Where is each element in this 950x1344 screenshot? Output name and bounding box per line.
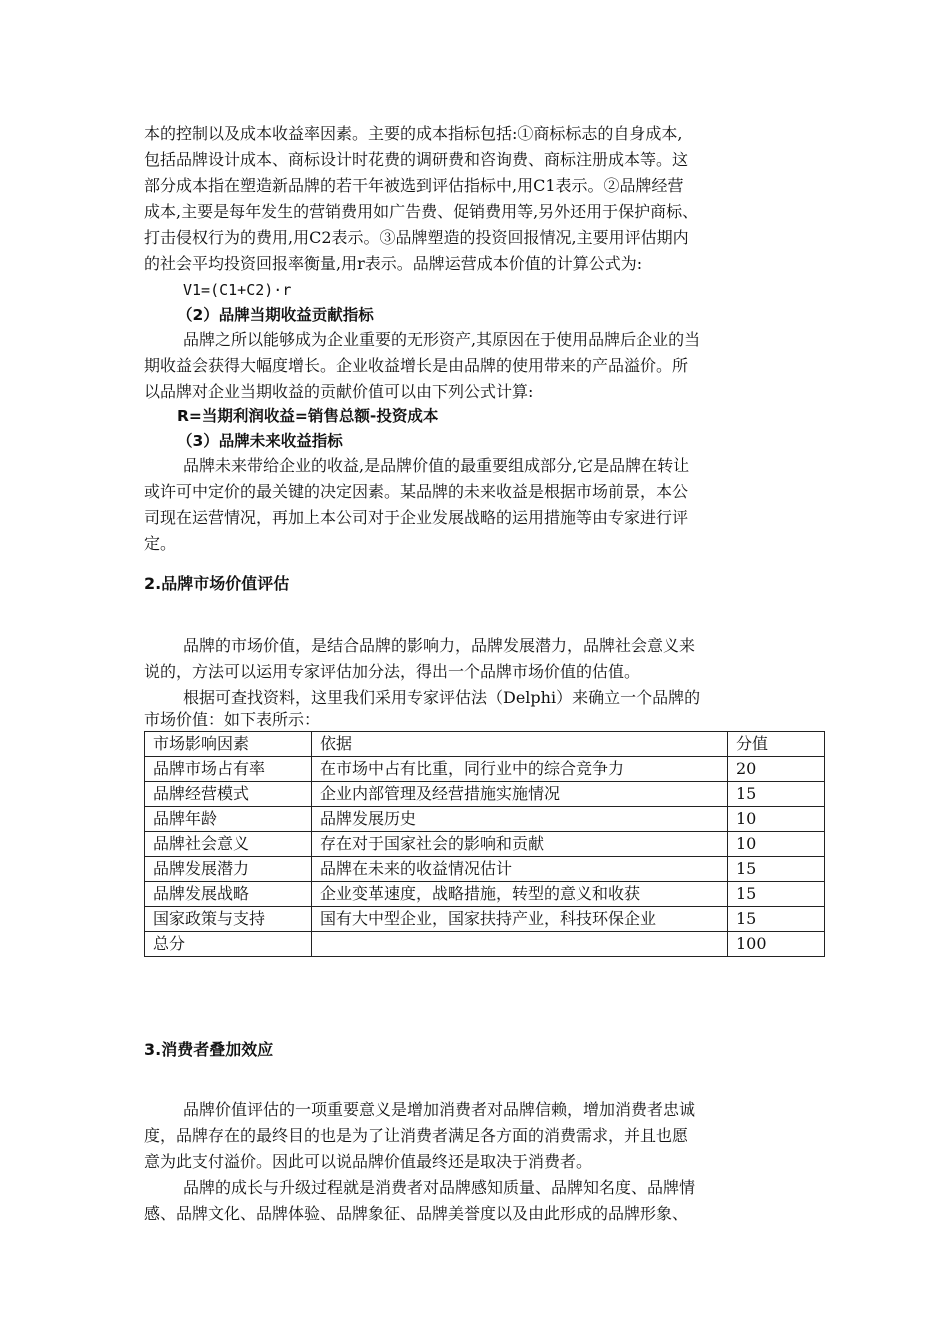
table-cell: 企业变革速度，战略措施，转型的意义和收获 [312,882,728,907]
table-cell: 品牌市场占有率 [145,757,312,782]
table-row [145,832,825,857]
text-line: 打击侵权行为的费用,用C2表示。③品牌塑造的投资回报情况,主要用评估期内 [144,228,689,247]
subheading-future-income: （3）品牌未来收益指标 [177,432,343,450]
text-line: 成本,主要是每年发生的营销费用如广告费、促销费用等,另外还用于保护商标、 [144,202,699,221]
table-row [145,857,825,882]
text-line: 期收益会获得大幅度增长。企业收益增长是由品牌的使用带来的产品溢价。所 [144,356,689,375]
text-line: 包括品牌设计成本、商标设计时花费的调研费和咨询费、商标注册成本等。这 [144,150,689,169]
text-line: 感、品牌文化、品牌体验、品牌象征、品牌美誉度以及由此形成的品牌形象、 [144,1204,689,1223]
text-line: 市场价值：如下表所示： [144,710,321,729]
table-cell: 品牌发展战略 [145,882,312,907]
text-line: 定。 [144,534,177,553]
table-cell: 15 [728,857,825,882]
table-cell: 国有大中型企业，国家扶持产业，科技环保企业 [312,907,728,932]
formula-v1: V1=(C1+C2)·r [183,281,292,299]
text-line: 的社会平均投资回报率衡量,用r表示。品牌运营成本价值的计算公式为: [144,254,643,273]
table-cell: 总分 [145,932,312,957]
text-line: 司现在运营情况，再加上本公司对于企业发展战略的运用措施等由专家进行评 [144,508,689,527]
text-line: 意为此支付溢价。因此可以说品牌价值最终还是取决于消费者。 [144,1152,593,1171]
table-cell: 品牌社会意义 [145,832,312,857]
table-header-row [145,732,825,757]
table-cell: 15 [728,782,825,807]
table-row [145,807,825,832]
table-header-cell: 分值 [728,732,825,757]
text-line: 或许可中定价的最关键的决定因素。某品牌的未来收益是根据市场前景，本公 [144,482,689,501]
table-cell: 在市场中占有比重，同行业中的综合竞争力 [312,757,728,782]
table-cell: 国家政策与支持 [145,907,312,932]
table-cell: 品牌年龄 [145,807,312,832]
table-header-cell: 市场影响因素 [145,732,312,757]
table-cell: 10 [728,807,825,832]
table-row [145,757,825,782]
text-line: 以品牌对企业当期收益的贡献价值可以由下列公式计算: [144,382,534,401]
text-line: 部分成本指在塑造新品牌的若干年被选到评估指标中,用C1表示。②品牌经营 [144,176,684,195]
table-cell: 企业内部管理及经营措施实施情况 [312,782,728,807]
table-cell: 10 [728,832,825,857]
section-heading-market-value: 2.品牌市场价值评估 [144,574,290,593]
text-line: 品牌未来带给企业的收益,是品牌价值的最重要组成部分,它是品牌在转让 [183,456,690,475]
table-cell: 100 [728,932,825,957]
table-cell: 品牌发展历史 [312,807,728,832]
text-line: 品牌之所以能够成为企业重要的无形资产,其原因在于使用品牌后企业的当 [183,330,701,349]
subheading-current-income: （2）品牌当期收益贡献指标 [177,306,374,324]
market-value-table [144,731,825,957]
table-cell [312,932,728,957]
text-line: 根据可查找资料，这里我们采用专家评估法（Delphi）来确立一个品牌的 [183,688,701,707]
table-cell: 品牌在未来的收益情况估计 [312,857,728,882]
table-header-cell: 依据 [312,732,728,757]
table-cell: 15 [728,907,825,932]
table-row-total [145,932,825,957]
text-line: 说的，方法可以运用专家评估加分法，得出一个品牌市场价值的估值。 [144,662,641,681]
table-cell: 存在对于国家社会的影响和贡献 [312,832,728,857]
section-heading-consumer-effect: 3.消费者叠加效应 [144,1040,274,1059]
text-line: 品牌价值评估的一项重要意义是增加消费者对品牌信赖，增加消费者忠诚 [183,1100,696,1119]
table-cell: 15 [728,882,825,907]
table-row [145,907,825,932]
table-row [145,882,825,907]
table-cell: 品牌经营模式 [145,782,312,807]
text-line: 品牌的市场价值，是结合品牌的影响力，品牌发展潜力，品牌社会意义来 [183,636,696,655]
table-cell: 20 [728,757,825,782]
formula-r: R=当期利润收益=销售总额-投资成本 [177,407,439,425]
text-line: 本的控制以及成本收益率因素。主要的成本指标包括:①商标标志的自身成本, [144,124,683,143]
table-row [145,782,825,807]
table-cell: 品牌发展潜力 [145,857,312,882]
text-line: 品牌的成长与升级过程就是消费者对品牌感知质量、品牌知名度、品牌情 [183,1178,696,1197]
text-line: 度，品牌存在的最终目的也是为了让消费者满足各方面的消费需求，并且也愿 [144,1126,689,1145]
